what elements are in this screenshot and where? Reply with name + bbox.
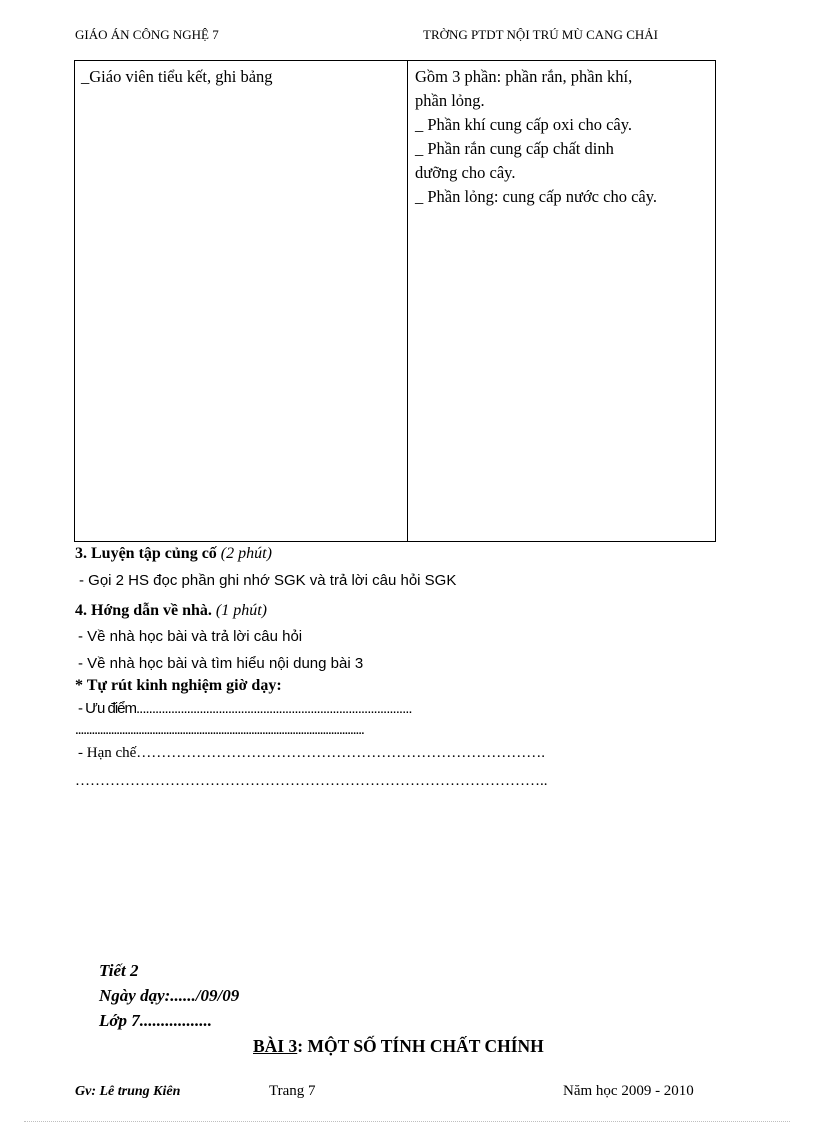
lesson-title: [253, 1036, 544, 1057]
lesson-table: [74, 60, 716, 542]
reflection-limitation-cont: …………………………………………………………………………………..: [75, 773, 548, 789]
section-4-line-2: - Về nhà học bài và tìm hiểu nội dung bài 3: [78, 655, 364, 672]
content-line: Gồm 3 phần: phần rắn, phần khí,: [415, 67, 633, 86]
footer-divider: [24, 1121, 790, 1122]
lesson-class: Lớp 7.................: [99, 1011, 213, 1030]
lesson-period: Tiết 2: [99, 961, 139, 980]
section-3-time: (2 phút): [220, 545, 272, 562]
lesson-title-name: : MỘT SỐ TÍNH CHẤT CHÍNH: [297, 1036, 544, 1056]
content-line: _ Phần lỏng: cung cấp nước cho cây.: [415, 187, 658, 206]
content-line: dưỡng cho cây.: [415, 163, 516, 182]
section-3-title: 3. Luyện tập củng cố: [75, 545, 217, 562]
lesson-date: Ngày dạy:....../09/09: [99, 986, 240, 1005]
footer-page-number: Trang 7: [269, 1083, 316, 1099]
reflection-advantage: - Ưu điểm.......................................................................................: [78, 700, 412, 717]
content-line: _ Phần rắn cung cấp chất dinh: [415, 139, 614, 158]
section-4-heading: [75, 602, 267, 620]
section-3-heading: [75, 545, 272, 563]
content-line: phần lỏng.: [415, 91, 485, 110]
table-column-divider: [407, 61, 408, 541]
reflection-advantage-cont: .........................................................................................................: [75, 722, 364, 738]
header-school: TRỜNG PTDT NỘI TRÚ MÙ CANG CHẢI: [423, 27, 658, 42]
section-4-title: 4. Hớng dẫn về nhà.: [75, 602, 212, 619]
footer-teacher: Gv: Lê trung Kiên: [75, 1084, 181, 1099]
table-cell-teacher-activity: _Giáo viên tiểu kết, ghi bảng: [81, 67, 273, 86]
header-subject: GIÁO ÁN CÔNG NGHỆ 7: [75, 27, 219, 42]
reflection-title: * Tự rút kinh nghiệm giờ dạy:: [75, 677, 282, 694]
reflection-limitation: - Hạn chế……………………………………………………………………….: [78, 745, 546, 761]
section-4-line-1: - Về nhà học bài và trả lời câu hỏi: [78, 628, 303, 645]
footer-school-year: Năm học 2009 - 2010: [563, 1083, 694, 1099]
table-cell-content: [415, 65, 715, 209]
section-3-line: - Gọi 2 HS đọc phần ghi nhớ SGK và trả lời câu hỏi SGK: [79, 572, 457, 589]
lesson-title-number: BÀI 3: [253, 1036, 298, 1056]
section-4-time: (1 phút): [215, 602, 268, 619]
content-line: _ Phần khí cung cấp oxi cho cây.: [415, 115, 633, 134]
